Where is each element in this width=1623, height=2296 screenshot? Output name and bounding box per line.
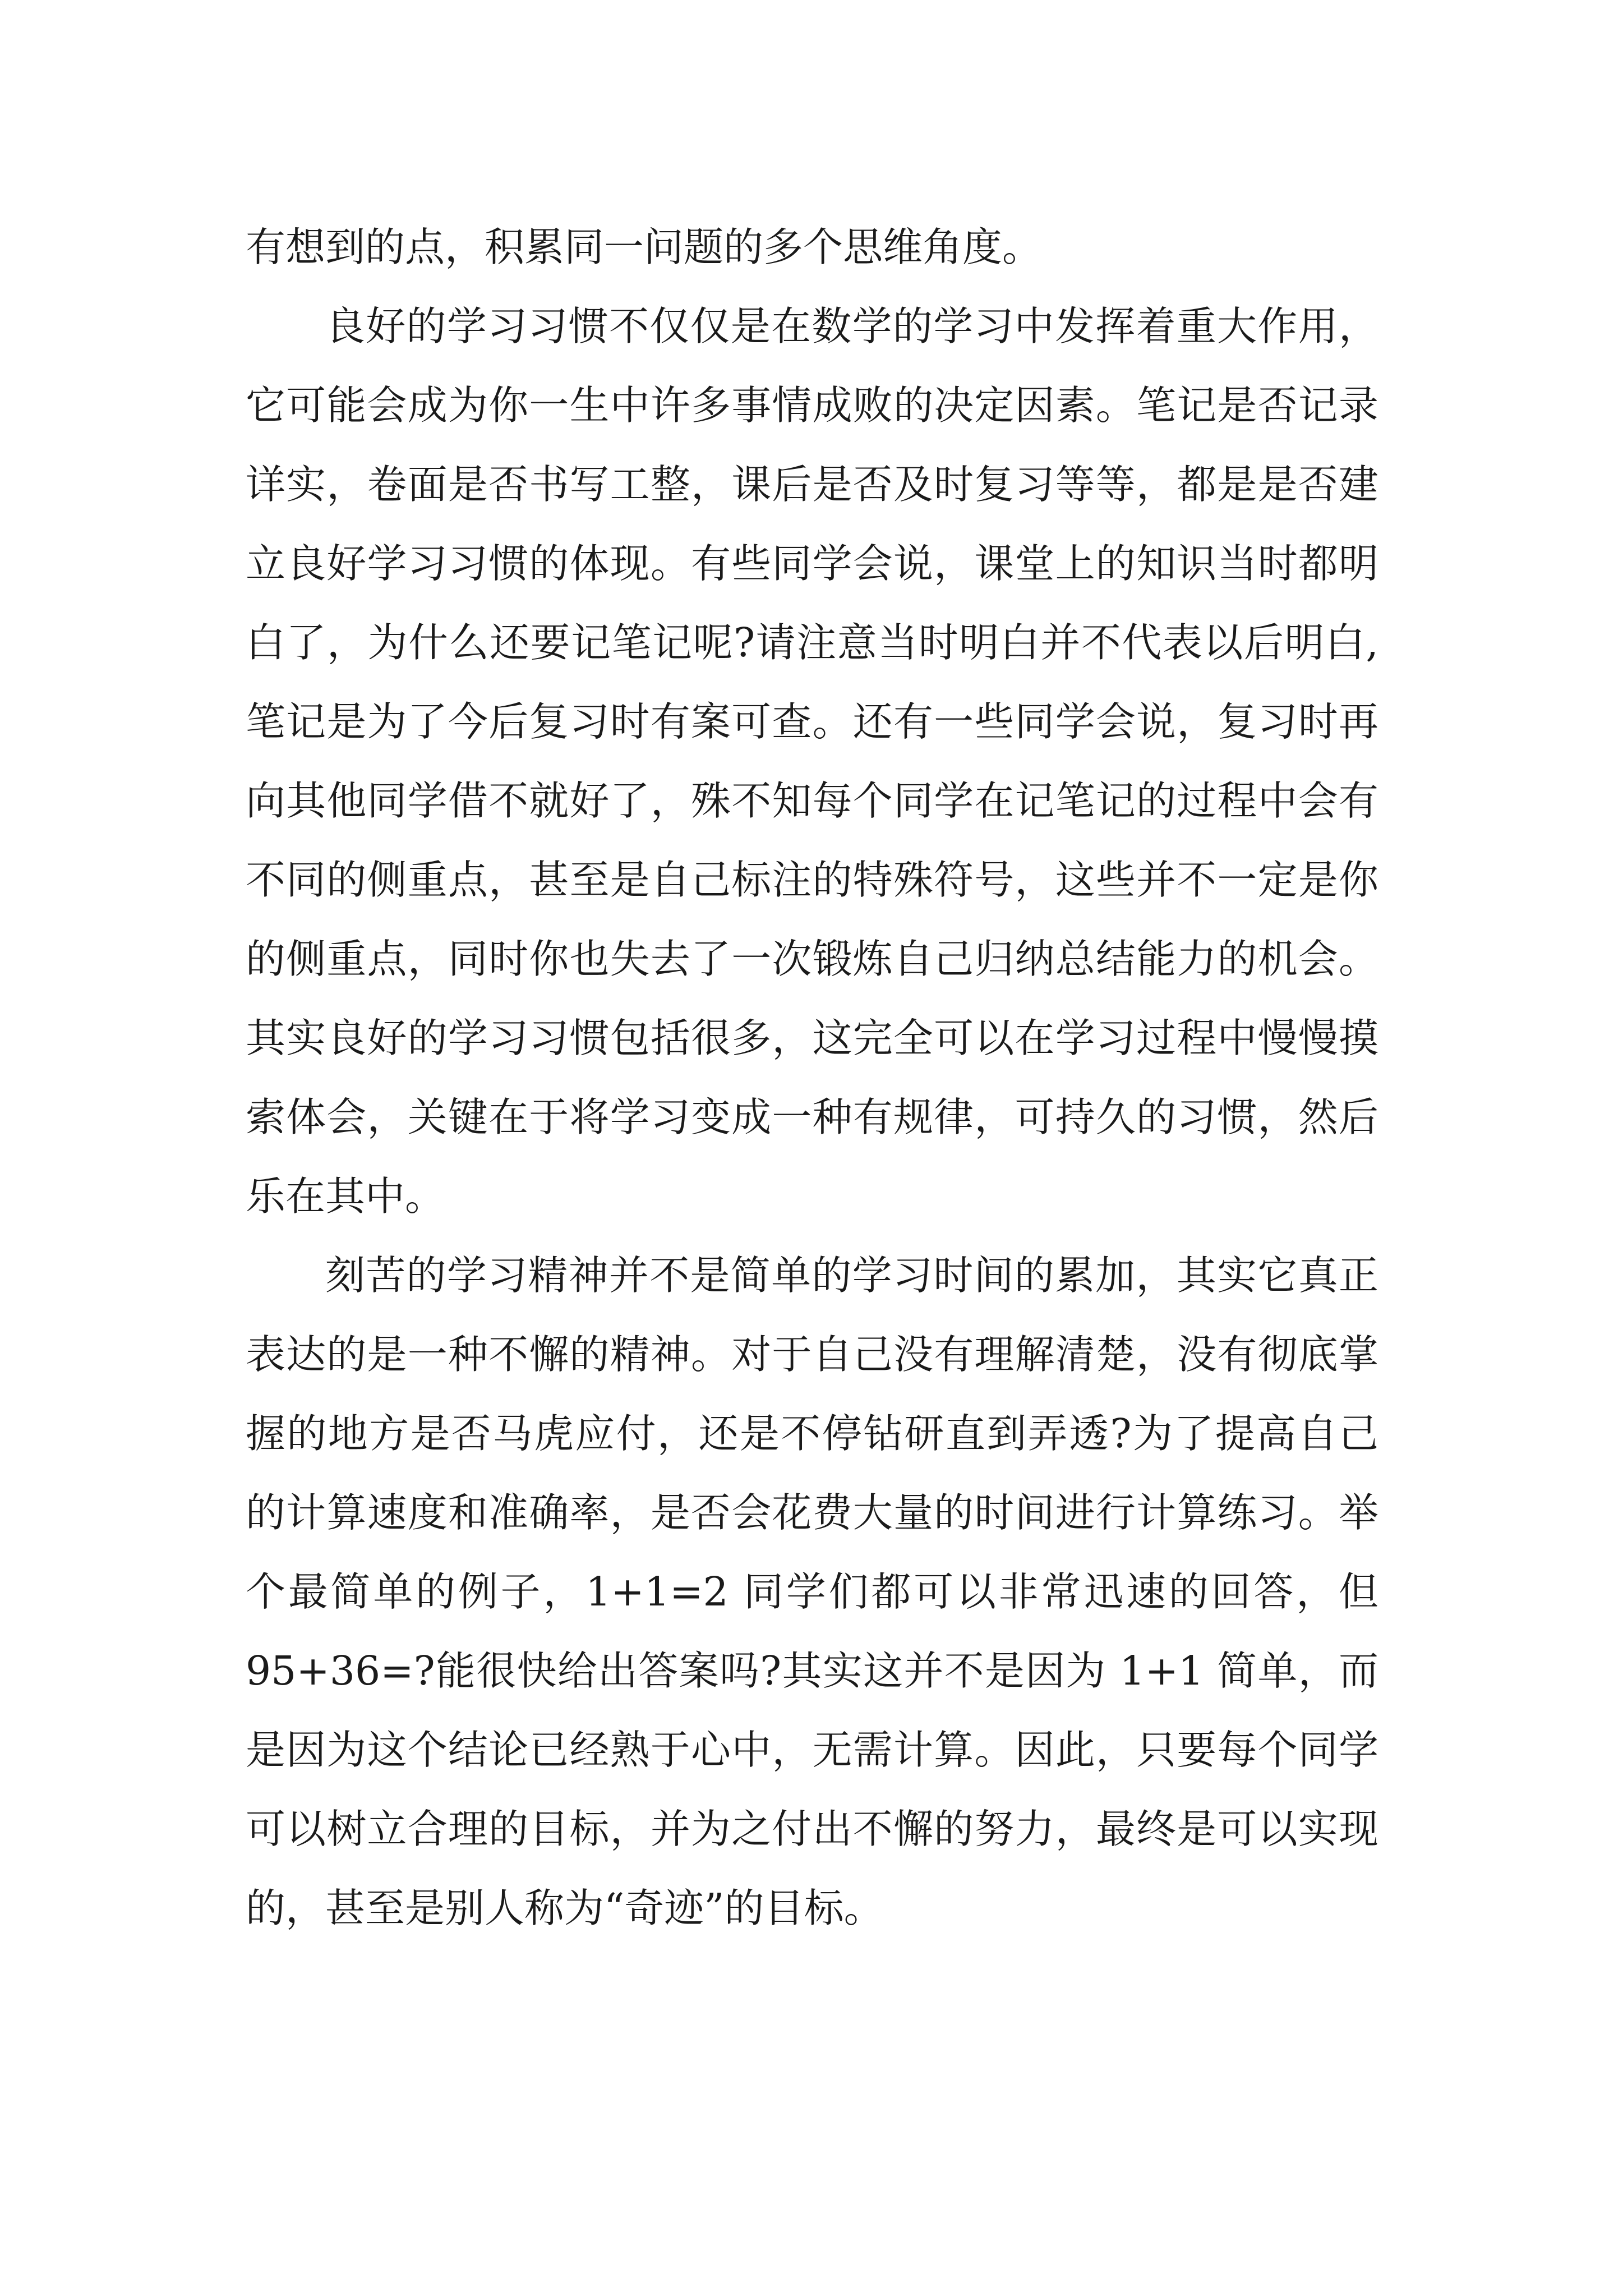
paragraph-diligent-spirit: 刻苦的学习精神并不是简单的学习时间的累加，其实它真正表达的是一种不懈的精神。对于自己没有理解清楚，没有彻底掌握的地方是否马虎应付，还是不停钻研直到弄透?为了提高自己的计算速度和准确率，是否会花费大量的时间进行计算练习。举个最简单的例子，1+1=2 同学们都可以非常迅速的回答，但 95+36=?能很快给出答案吗?其实这并不是因为 1+1 简单，而是因为这个结论已经熟于心中，无需计算。因此，只要每个同学可以树立合理的目标，并为之付出不懈的努力，最终是可以实现的，甚至是别人称为“奇迹”的目标。 <box>246 1252 1378 1931</box>
paragraph-continuation: 有想到的点，积累同一问题的多个思维角度。 <box>246 224 1043 270</box>
document-body <box>246 208 1378 1948</box>
paragraph-study-habits: 良好的学习习惯不仅仅是在数学的学习中发挥着重大作用，它可能会成为你一生中许多事情成败的决定因素。笔记是否记录详实，卷面是否书写工整，课后是否及时复习等等，都是是否建立良好学习习惯的体现。有些同学会说，课堂上的知识当时都明白了，为什么还要记笔记呢?请注意当时明白并不代表以后明白,笔记是为了今后复习时有案可查。还有一些同学会说，复习时再向其他同学借不就好了，殊不知每个同学在记笔记的过程中会有不同的侧重点，甚至是自己标注的特殊符号，这些并不一定是你的侧重点，同时你也失去了一次锻炼自己归纳总结能力的机会。其实良好的学习习惯包括很多，这完全可以在学习过程中慢慢摸索体会，关键在于将学习变成一种有规律，可持久的习惯，然后乐在其中。 <box>246 303 1378 1220</box>
